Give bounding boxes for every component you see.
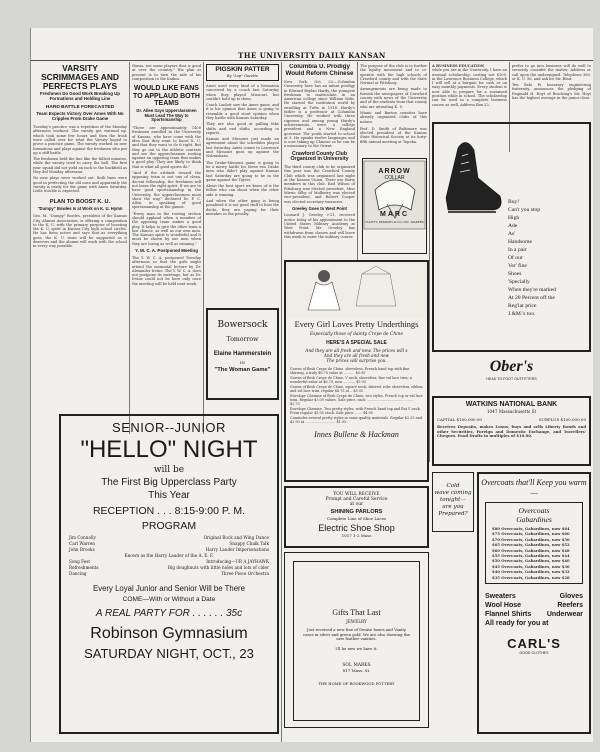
shoe-shop-line: Prompt and Careful Service [325,497,388,502]
hello-date: SATURDAY NIGHT, OCT., 23 [84,646,254,661]
article-text: The purpose of the club is to further the loyalty movement and to co-operate with the high schools of Crawford county and with the State Normal at Pittsburg. [360,64,427,86]
ad-heading: A BUSINESS EDUCATION [432,64,485,68]
carls-logo-sub: GOOD CLOTHES [519,651,549,656]
ad-text: prefer to go into business will do well to seriously consider the matter. Address or call upon the undersigned. Telephone 380, or K. U. 56, and ask for Mr. Blair. [512,64,591,81]
store-signature: Innes Bullene & Hackman [314,430,399,439]
carls-price: $60 Overcoats, Gabardines, now $48 [492,547,570,553]
gifts-body: Just received a new line of Denise boxes and Vanity cases in silver and green gold. We are also showing the new leather vanities. [303,627,410,642]
column-1 [33,64,127,400]
shoe-shop-laces: Complete Line of Shoe Laces [326,516,387,521]
shoe-shop-line: at our [349,502,364,507]
electric-shoe-shop-ad [284,486,429,548]
arrow-name: MARC [380,211,409,218]
newspaper-page [30,28,593,742]
article-text: New York, Oct. 20.—Columbia University here has an infant prodigy in Edward Boylan Hardy, the youngest freshman to matriculate in an American college since William Sidis. He started the institution world by enrolling at Tufts in 1918. Hardy's father is a professor at Columbia University. He worked with three rigorous and among young Hardy's achievements, were a college president and a New England governor. The youth started to school at 3. He speaks twelve languages and is now taking up Chinese so he can be a missionary to the Orient. [284,80,355,149]
carls-item: Wool Hose [485,602,522,610]
underthings-line: And they are all fresh and new. The prices will s [305,348,408,353]
hello-party: A REAL PARTY FOR . . . . . . 35c [95,608,243,619]
bowersock-ad [206,308,279,400]
buy-line: When they're marked [508,287,556,293]
hello-will-be: will be [153,465,185,475]
headline-boost: PLAN TO BOOST K. U. [49,198,111,205]
article-text: Arrangements are being made to furnish the newspapers of Crawford county with news of the University and of the students from that county who are attending K. U. [360,87,427,109]
article-text: Geo. M. "Dumpy" Bowles, president of the Kansas City Alumni Association, is offering a composition to the K. U. with the primary purpose of boosting the K. U. spirit in Kansas City high school circles. He has been active and says that as everything goes, the K. U. team will be supported as it deserves and the alumni will work with the school in every way possible. [33,214,127,249]
column-rule [203,62,204,434]
buy-line: Can't you stop [508,207,541,213]
bowersock-when: Tomorrow [226,336,259,343]
article-text: Coach Lanlott saw the Ames game, and it is his opinion that Ames is going to resemble a good stout opinion when they battle with Kansas Saturday. [206,103,279,120]
shoe-shop-address: 1017 1-2 Mass [341,533,372,538]
buy-line: Shoes [508,271,522,277]
bowersock-in: IN [239,360,246,365]
hello-night-ad [59,414,279,734]
carls-ad [477,472,591,734]
article-text: And when the other gang is being penalized it is not good stuff to bust the decks, they are paying for their mistakes in the penalty. [206,199,279,216]
gifts-footer: THE HOME OF ROOKWOOD POTTERY [318,680,395,686]
shoe-illustration [438,128,508,238]
program-row: John Brooks Harry Lauder Impersonations [69,547,269,552]
article-text: "Every man in the rooting section should applaud when a member of the opposing team makes a good play. It helps to give the other team a fair chance, as well as our own men. The Kansan spirit is wonderful and it must be shown by our men when they are losing as well as winning." [132,211,201,246]
bowersock-film: "The Woman Game" [214,367,271,373]
carls-item: Reefers [557,602,583,610]
gifts-title: Gifts That Last [332,608,381,617]
carls-item: Gloves [559,593,583,601]
program-row: Jim Connolly Original Rock and Wing Dance [69,535,269,540]
underthings-item: Gowns of flesh Crepe de Chine, V neck, sleeveless, fine val lace trim, a wonderful value at $6.75, now ........... $5.95 [290,376,412,384]
carls-price: $75 Overcoats, Gabardines, now $60 [492,531,570,537]
column-6-top [432,64,507,118]
cold-line: tonight— [439,497,467,503]
cold-line: Cold [446,483,460,489]
headline-greeley: Greeley Goes to West Point [292,205,347,211]
buy-line: Ver' fine [508,263,527,269]
buy-line: Of our [508,255,523,261]
buy-line: In a pair [508,247,527,253]
gifts-address: 817 Mass. St. [342,667,371,673]
program-row: Carl Warren Snappy Chalk Talk [69,541,269,546]
headline-hard-battle: HARD BATTLE FORECASTED [45,105,115,111]
column-rule [429,62,430,462]
program-row: Dancing Three Piece Orchestra [69,571,269,576]
hello-invite: Every Loyal Junior and Senior Will be There [93,584,245,593]
underthings-line: The prices will surprise you. [326,358,387,363]
hello-venue: Robinson Gymnasium [90,625,248,642]
program-row: Refreshments Big doughnuts with little holes and lots of cider [69,565,269,570]
article-text: Miami and Barton counties have already organized clubs of this nature. [360,110,427,124]
underthings-item: Envelope Chemise of flesh Crepe de Chine, two styles, French top or val lace trim. Regular $3.00 values. Sale price, each ........................................... $2.75 [290,394,423,406]
underthings-sub: Especially those of dainty Crepe de Chine [309,332,404,337]
cold-wave-ad [432,472,474,532]
page-header [31,50,593,61]
carls-price: $45 Overcoats, Gabardines, now $36 [492,563,570,569]
carls-price: $55 Overcoats, Gabardines, now $44 [492,553,570,559]
carls-sub2: Gabardines [516,515,552,524]
bowersock-title: Bowersock [217,320,268,330]
buy-line: 'Specially [508,279,530,285]
obers-tagline: HEAD TO FOOT OUTFITTERS [486,377,537,381]
gifts-note: I'll be new we have it. [335,645,378,651]
column-rule [129,62,130,434]
column-rule [357,62,358,262]
headline-applaud: WOULD LIKE FANS TO APPLAUD BOTH TEAMS [133,85,200,107]
carls-sub1: Overcoats [518,506,550,515]
column-7-top [512,64,591,118]
article-text: thusia, not some players that is good at over the country." His plan at present is to turn the sale of his composition to the Kaikos. [132,64,201,81]
article-text: The Y. W. C. A. postponed Tuesday afternoon so that the girls might attend the memorial lecture by Dr. Alexander Irvine. The Y. W. C. A. does not postpone its meetings, but as Dr. Irvine could not be here only once the meeting will be held next week. [132,255,201,286]
watkins-bank-ad [432,396,591,466]
carls-price: $40 Overcoats, Gabardines, now $32 [492,569,570,575]
underthings-item: Camisoles several pretty styles in same quality materials. Regular $2.25 and $2.50 at ............................ $1.95 [290,416,423,424]
buy-line: J.&M.'s too. [508,311,536,317]
column-3 [206,64,279,300]
column-title: PIGSKIN PATTER [215,66,270,73]
shoe-shop-parlors: SHINING PARLORS [330,509,383,515]
pigskin-patter-box [206,64,279,81]
carls-logo-block [479,636,589,655]
program-row: Song Fest Introducing—UR A JAYHAWK [69,559,269,564]
carls-price: $80 Overcoats, Gabardines, now $64 [492,526,570,531]
carls-logo: CARL'S [507,636,561,652]
bank-surplus: SURPLUS $100,000.00 [538,417,586,422]
byline: By "Lop" Gazette [226,73,259,78]
underthings-item: Gowns of flesh Crepe de Chine, sleeveless, French hand top with fine shirring, a truly $6.75 value at .......... $5.95 [290,367,410,375]
header-title: THE UNIVERSITY DAILY KANSAN [238,51,386,60]
arrow-brand: ARROW [378,168,411,175]
headline-ywca: Y. W. C. A. Postponed Meeting [135,248,198,254]
column-5 [360,64,427,154]
obers-logo: Ober's [489,358,534,375]
carls-item: Flannel Shirts [485,611,532,619]
carls-item: Sweaters [485,593,516,601]
cold-line: are you [442,504,464,510]
gifts-store-name: SOL MARKS [342,662,371,668]
ad-text: Ten Bela Pi honorary engineering fraternity, announces the pledging of Reginald H. Hoyt of Brocking's Mr. Hoyt has the highest average in the junior class. [512,83,591,101]
carls-price: $35 Overcoats, Gabardines, now $28 [492,574,570,580]
underthings-item: Envelope Chemise. Two pretty styles, with French hand top and flat V neck. From regular $5.95 stock. Sale price ....... $4.95 [290,407,421,415]
buy-line: Handsome [508,239,532,245]
hello-title-2: "HELLO" NIGHT [80,436,258,463]
gifts-inner-frame [293,561,420,721]
bank-address: 1047 Massachusetts St [486,409,537,414]
article-text: Tuesday's practice was a repetition of the Monday afternoon workout. The varsity got warmed up, which took some few hours and then the frosh were called over for what the Varsity hoped to prove a practice game. The varsity worked on new formations and plays against the freshmen who put up a stiff battle. [33,125,127,155]
article-text: The Drake-Missouri game is going to be a merry battle for these two Drake men who didn't play against Kansas last Saturday are going to be in the game against the Tigers. [206,160,279,182]
buy-line: Buy! [508,199,520,205]
carls-headline: Overcoats that'll Keep you warm— [481,478,587,497]
column-2 [132,64,201,400]
arrow-fine-print: CLUETT, PEABODY & CO. INC. MAKERS [365,220,424,224]
buy-line: Reg'lar price [508,303,537,309]
cold-line: Prepared? [438,511,468,517]
cold-line: wave coming [434,490,472,496]
subhead-allen: Dr. Allen Says Upperclassmen Must Lead The Way to Sportsmanship [136,108,197,123]
hello-price: 35c [225,608,243,619]
gifts-sub: JEWELRY [346,619,367,624]
obers-ad [432,358,591,392]
article-text: No new plays were worked out. Both lines were good in perfecting the old ones and apparently the varsity is ready for the game with Ames Saturday. Little trouble is expected. [33,176,127,194]
article-text: "There are approximately 1400 freshmen enrolled in the University of Kansas, who have come with the idea that they want to boost K. U. and that they want to do it right. But they go out to the athletic contests and see the upperclassmen rooting against an opposing team that makes a good play. They are likely to think that is what all good sports do." [132,126,201,169]
carls-price: $70 Overcoats, Gabardines, now $56 [492,536,570,542]
arrow-collar-ad [362,158,427,254]
article-text: Ames used every kind of a formation conceived by a coach last Saturday when they played Missouri, but couldn't hold up to them. [206,83,279,101]
hello-year: This Year [148,490,190,501]
shoe-shop-line: YOU WILL RECEIVE [333,492,380,497]
buy-line: High [508,215,520,221]
headline-prodigy: Columbia U. Prodigy Would Reform Chinese [285,64,354,77]
bank-capital: CAPITAL $100,000.00 [437,417,482,422]
headline-varsity: VARSITY SCRIMMAGES AND PERFECTS PLAYS [41,64,119,91]
underthings-special: HERE'S A SPECIAL SALE [326,340,387,346]
carls-price-box [485,502,583,584]
article-text: Leonard J. Greeley, c'21, received notice today of his appointment to the United States Military Academy at West Point. Mr. Greeley has withdrawn from classes and will leave this week to enter the military course. [284,213,355,239]
column-4 [284,64,355,260]
gifts-ad [284,552,429,728]
underthings-line: And they are all fresh and new [323,353,390,358]
buy-line: Ade [508,223,518,229]
subhead-freshmen: Freshmen Do Good Work Breaking Up Formations and Holding Line [40,91,120,102]
carls-price: $50 Overcoats, Gabardines, now $40 [492,558,570,564]
hello-title-1: SENIOR--JUNIOR [112,420,226,435]
hello-first: The First Big Upperclass Party [101,477,237,488]
hello-come: COME—With or Without a Date [122,596,216,603]
article-text: About the best sport we know of is the fellow who can shout when the other side is winning. [206,184,279,197]
bank-title: WATKINS NATIONAL BANK [465,401,558,408]
article-text: The third county club to be organized this year was the Crawford County Club which was organized last night at the Kansas Union. There are thirty members in this club. Earl Wilson of Pittsburg was elected president. Miss Mirrio Silhy of Mulberry was elected vice-president, and Robert Cooper was elected secretary-treasurer. [284,165,355,204]
underthings-ad [284,260,429,482]
program-row: Known as the Harry Lauder of the A. E. F. [124,553,214,558]
underthings-item: Gowns of flesh Crepe de Chine, square neck, shirred, robe sleeveless, ribbon and val lace trim, regular $6.75 at .. $5.95 [290,385,423,393]
arrow-collar-text: COLLAR [384,175,405,181]
buy-line: As' [508,231,516,237]
carls-ready: All ready for you at [485,620,549,628]
hello-program: PROGRAM [141,520,197,532]
subhead-ames: Team Expects Victory Over Ames With No Cripples From Drake Game [36,111,124,122]
article-text: The freshmen held the line like the fullest minutes, while the varsity tried to carry the ball. The first year squad did not yield an inch to the backfield as they did Monday afternoon. [33,157,127,175]
column-rule [281,62,282,742]
shoe-shop-name: Electric Shoe Shop [318,523,395,533]
buy-shoes-ad [432,122,591,352]
article-text: Kansas and Missouri just made an agreement about the schedules played last Saturday. Ames comes to Lawrence and Missouri goes up against the Nebraskans. [206,137,279,159]
headline-crawford: Crawford County Club Organized in University [290,150,349,163]
article-text: Prof. D. Smith of Baltimore was elected president of the Kansas State Historical Society at its forty-fifth annual meeting at Topeka. [360,126,427,144]
carls-item: Underwear [546,611,583,619]
hello-reception: RECEPTION . . . 8:15-9:00 P. M. [92,505,246,517]
bowersock-star: Elaine Hammerstein [213,351,272,357]
article-text: They are also good at pulling fake shifts and end shifts, according to reports. [206,122,279,135]
ad-text: while you are in the University. I have an unusual scholarship, costing not $100, in the Lawrence Business College, which I will sell at a bargain for cash or on easy monthly payments. Every student is now able to prepare for a sustained position while in school. The scholarship can be used in a complete business course as well. Address Box 23. [432,68,507,107]
article-text: "And if the attitude toward the opposing team is not one of clean, decent fellowship, the freshmen will not learn the right spirit. If we are to have good sportsmanship in the University, the upperclassmen must show the way," declared Dr. F. C. Allen, in speaking of good sportsmanship at the games. [132,171,201,210]
lingerie-illustration [286,262,427,318]
carls-price: $65 Overcoats, Gabardines, now $52 [492,542,570,548]
bank-body: Receives Deposits, makes Loans, buys and sells Liberty Bonds and other Securities, Foreign and Domestic Exchange, and Travellers' Cheques. Food Drafts in multiples of $10.00. [437,424,586,439]
subhead-hymn: "Dumpy" Bowles Is at Work on K. U. Hymn [37,205,123,211]
underthings-headline: Every Girl Loves Pretty Underthings [294,320,419,329]
buy-line: At 20 Percent off the [508,295,555,301]
